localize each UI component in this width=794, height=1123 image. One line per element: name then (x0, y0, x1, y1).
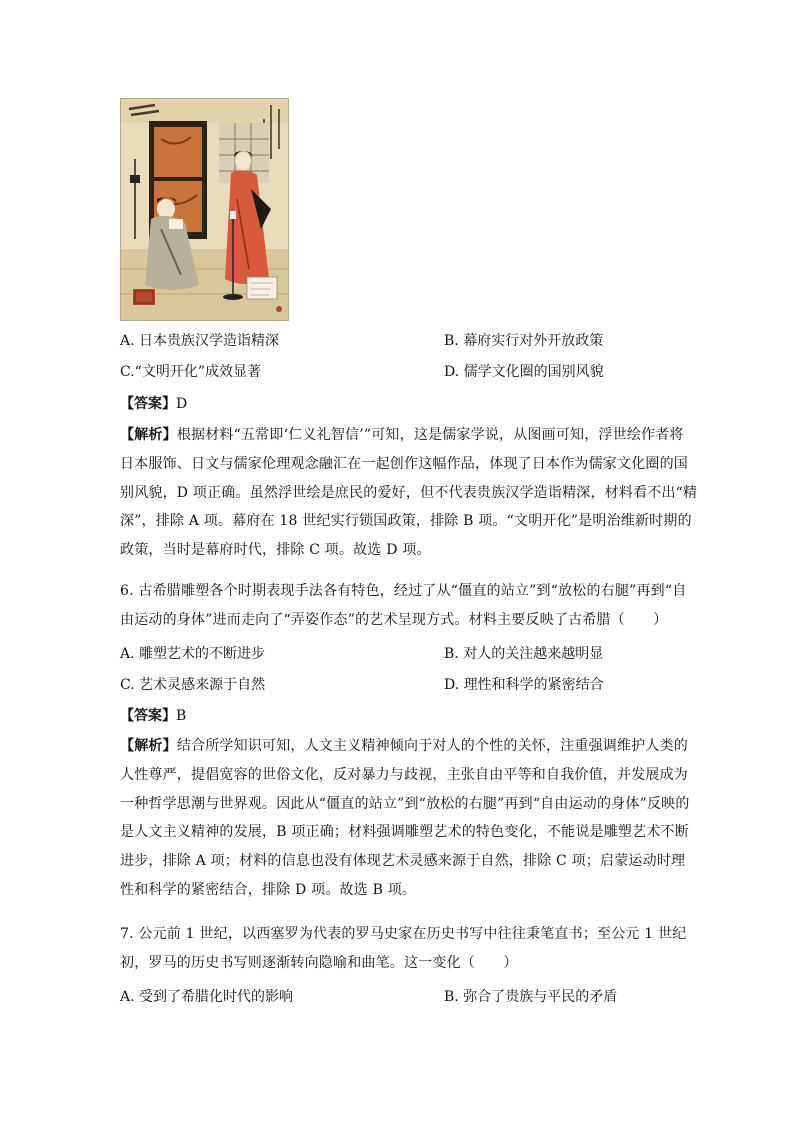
q5-analysis-line: 【解析】根据材料“五常即‘仁义礼智信’”可知，这是儒家学说，从图画可知，浮世绘作者将 (120, 427, 684, 443)
painting-illustration (121, 99, 288, 320)
q6-analysis-line: 进步，排除 A 项；材料的信息也没有体现艺术灵感来源于自然，排除 C 项；启蒙运动时理 (120, 853, 686, 870)
q5-answer-value: D (176, 396, 188, 412)
q5-option-a: A. 日本贵族汉学造诣精深 (120, 333, 280, 349)
q5-analysis-label: 【解析】 (120, 427, 177, 443)
q6-analysis-line: 一种哲学思潮与世界观。因此从“僵直的站立”到“放松的右腿”再到“自由运动的身体”反映的 (120, 795, 690, 812)
q6-answer-label: 【答案】 (120, 708, 176, 724)
q6-stem-line: 6. 古希腊雕塑各个时期表现手法各有特色，经过了从“僵直的站立”到“放松的右腿”再到“自 (120, 583, 687, 599)
q5-option-d: D. 儒学文化圈的国别风貌 (444, 364, 604, 380)
q5-analysis (120, 421, 698, 565)
q6-answer (120, 706, 186, 726)
q6-option-b: B. 对人的关注越来越明显 (444, 646, 604, 662)
q5-analysis-line: 别风貌，D 项正确。虽然浮世绘是庶民的爱好，但不代表贵族汉学造诣精深，材料看不出“精 (120, 484, 698, 501)
q7-stem (120, 920, 687, 978)
q7-stem-line: 初，罗马的历史书写则逐渐转向隐喻和曲笔。这一变化（ ） (120, 954, 518, 971)
q6-analysis-line: 是人文主义精神的发展，B 项正确；材料强调雕塑艺术的特色变化，不能说是雕塑艺术不断 (120, 824, 689, 841)
q7-option-a: A. 受到了希腊化时代的影响 (120, 989, 294, 1005)
q6-analysis (120, 732, 690, 905)
q5-answer-label: 【答案】 (120, 396, 176, 412)
q6-analysis-line: 【解析】结合所学知识可知，人文主义精神倾向于对人的个性的关怀，注重强调维护人类的 (120, 738, 689, 754)
ukiyoe-painting-image (120, 98, 289, 321)
q6-stem (120, 577, 687, 635)
q5-analysis-line: 日本服饰、日文与儒家伦理观念融汇在一起创作这幅作品，体现了日本作为儒家文化圈的国 (120, 455, 688, 472)
q5-option-c: C.“文明开化”成效显著 (120, 364, 261, 380)
q6-analysis-line: 人性尊严，提倡宽容的世俗文化，反对暴力与歧视，主张自由平等和自我价值，并发展成为 (120, 766, 688, 783)
q6-stem-line: 由运动的身体”进而走向了“弄姿作态”的艺术呈现方式。材料主要反映了古希腊（ ） (120, 611, 668, 628)
q5-answer (120, 394, 187, 414)
q5-analysis-line: 政策，当时是幕府时代，排除 C 项。故选 D 项。 (120, 542, 431, 559)
q6-analysis-label: 【解析】 (120, 738, 177, 754)
q7-stem-line: 7. 公元前 1 世纪，以西塞罗为代表的罗马史家在历史书写中往往秉笔直书；至公元 1 世纪 (120, 926, 687, 942)
q6-analysis-line: 性和科学的紧密结合，排除 D 项。故选 B 项。 (120, 881, 417, 898)
q7-option-b: B. 弥合了贵族与平民的矛盾 (444, 989, 618, 1005)
q6-option-c: C. 艺术灵感来源于自然 (120, 677, 266, 693)
q6-option-a: A. 雕塑艺术的不断进步 (120, 646, 266, 662)
q6-option-d: D. 理性和科学的紧密结合 (444, 677, 604, 693)
q5-analysis-line: 深”，排除 A 项。幕府在 18 世纪实行锁国政策，排除 B 项。“文明开化”是明治维新时期的 (120, 513, 692, 530)
q5-option-b: B. 幕府实行对外开放政策 (444, 333, 604, 349)
q6-answer-value: B (176, 708, 187, 724)
